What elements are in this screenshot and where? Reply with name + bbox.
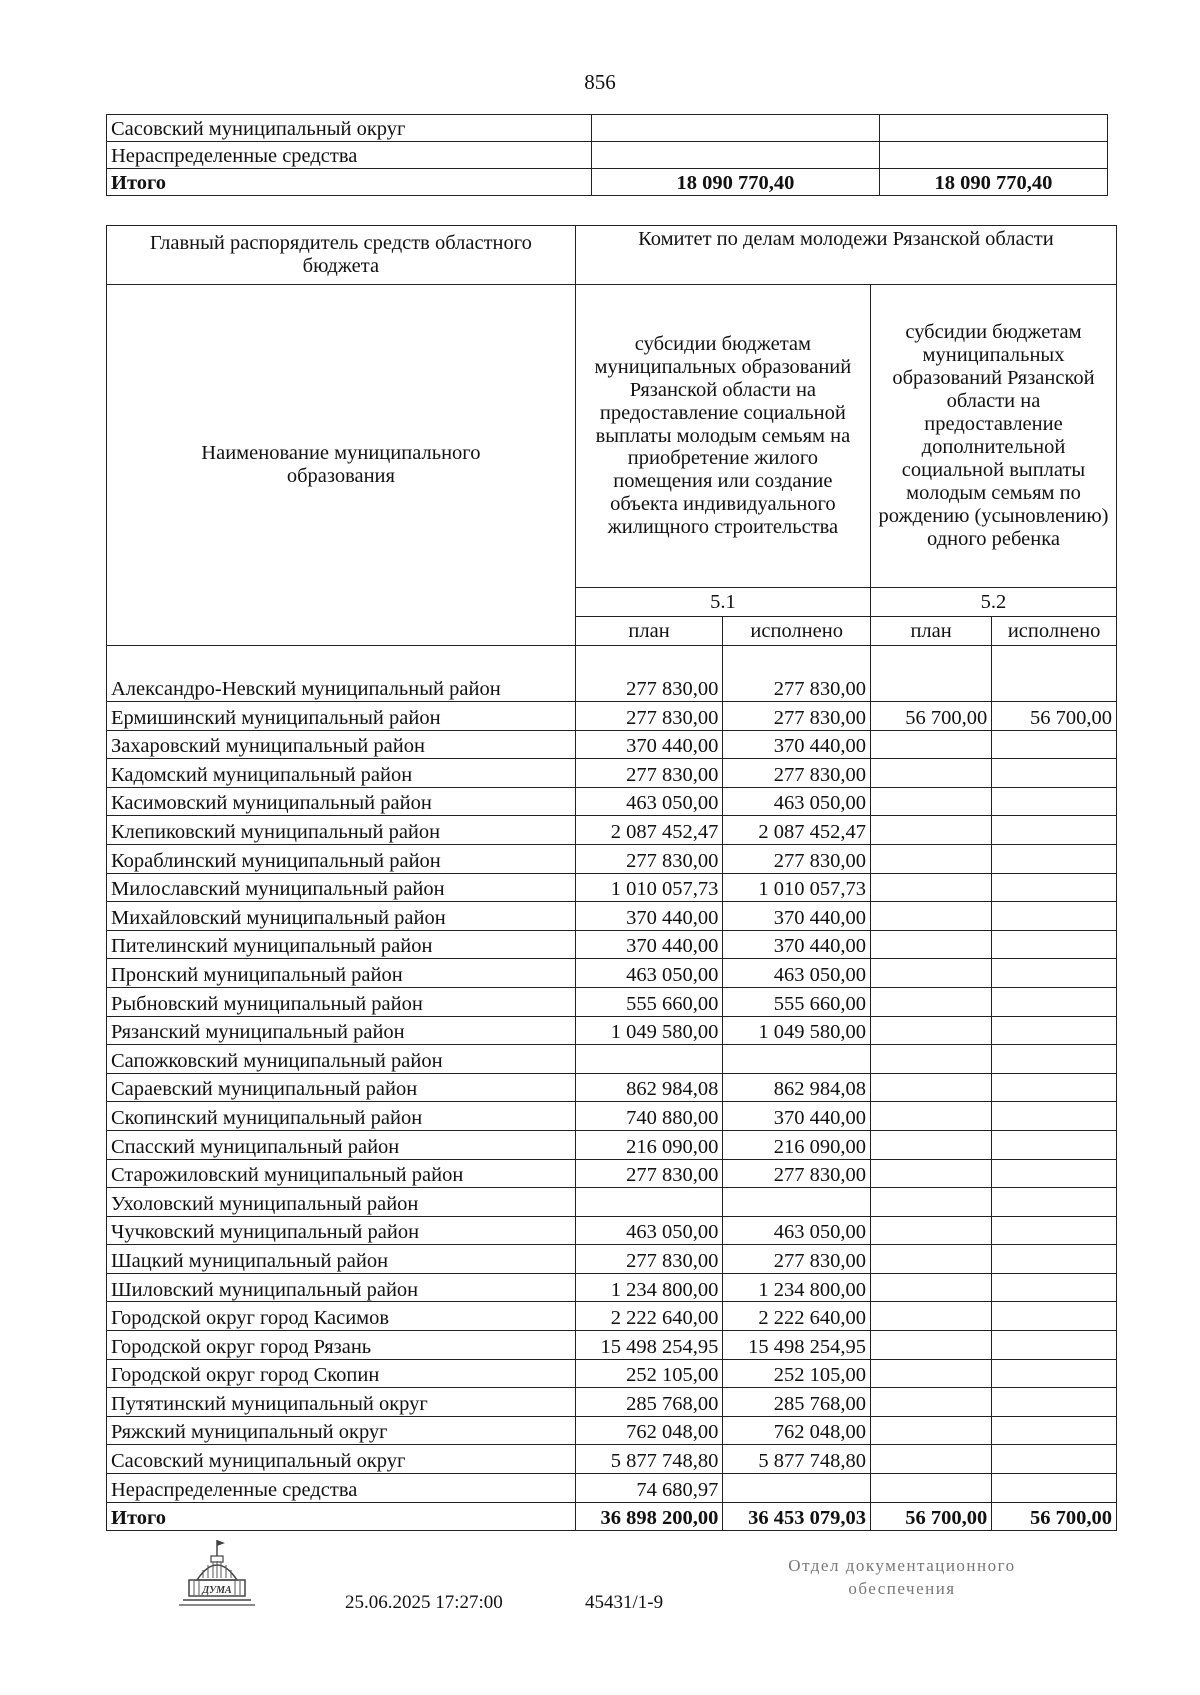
plan-5-1: 463 050,00 [575, 1216, 723, 1245]
done-5-1: 277 830,00 [723, 759, 871, 788]
table-row [107, 787, 1117, 816]
row-name: Кораблинский муниципальный район [107, 844, 576, 873]
done-5-2 [992, 1073, 1117, 1102]
done-5-2 [992, 759, 1117, 788]
table-row [107, 1216, 1117, 1245]
plan-header: план [870, 617, 991, 646]
done-5-2 [992, 1045, 1117, 1074]
plan-5-1: 216 090,00 [575, 1130, 723, 1159]
header-row-distributor [107, 226, 1117, 285]
table-row [107, 1359, 1117, 1388]
done-5-1: 1 049 580,00 [723, 1016, 871, 1045]
done-5-2 [992, 1302, 1117, 1331]
plan-5-2 [870, 1216, 991, 1245]
table-row [107, 759, 1117, 788]
done-5-2 [992, 844, 1117, 873]
plan-5-1: 5 877 748,80 [575, 1445, 723, 1474]
plan-5-2 [870, 1273, 991, 1302]
done-header: исполнено [723, 617, 871, 646]
plan-5-1: 1 010 057,73 [575, 873, 723, 902]
plan-5-1: 277 830,00 [575, 759, 723, 788]
row-name: Клепиковский муниципальный район [107, 816, 576, 845]
row-name: Ряжский муниципальный округ [107, 1416, 576, 1445]
plan-5-2 [870, 1416, 991, 1445]
row-name: Путятинский муниципальный округ [107, 1388, 576, 1417]
table-row [107, 1045, 1117, 1074]
plan-5-1: 15 498 254,95 [575, 1331, 723, 1360]
row-name: Михайловский муниципальный район [107, 902, 576, 931]
done-5-1: 5 877 748,80 [723, 1445, 871, 1474]
done-5-1: 2 222 640,00 [723, 1302, 871, 1331]
table-row [107, 1474, 1117, 1503]
cell-a [592, 115, 880, 142]
plan-5-1: 74 680,97 [575, 1474, 723, 1503]
plan-5-1: 277 830,00 [575, 702, 723, 731]
table-row [107, 142, 1108, 169]
main-table [106, 225, 1117, 1531]
done-5-2 [992, 987, 1117, 1016]
table-row [107, 1073, 1117, 1102]
table-row [107, 987, 1117, 1016]
plan-5-2 [870, 1045, 991, 1074]
done-5-1: 216 090,00 [723, 1130, 871, 1159]
plan-5-1: 740 880,00 [575, 1102, 723, 1131]
table-row [107, 1445, 1117, 1474]
done-header: исполнено [992, 617, 1117, 646]
total-b: 18 090 770,40 [879, 169, 1107, 196]
plan-5-1: 370 440,00 [575, 730, 723, 759]
plan-5-2 [870, 1073, 991, 1102]
name-column-header: Наименование муниципального образования [107, 285, 576, 646]
duma-building-icon [177, 1538, 259, 1610]
done-5-2 [992, 1016, 1117, 1045]
row-name: Шацкий муниципальный район [107, 1245, 576, 1274]
row-name: Городской округ город Касимов [107, 1302, 576, 1331]
done-5-2 [992, 873, 1117, 902]
done-5-1: 277 830,00 [723, 1245, 871, 1274]
plan-5-2 [870, 759, 991, 788]
done-5-2 [992, 1388, 1117, 1417]
done-5-1: 370 440,00 [723, 730, 871, 759]
row-name: Городской округ город Рязань [107, 1331, 576, 1360]
done-5-2: 56 700,00 [992, 702, 1117, 731]
plan-5-1: 277 830,00 [575, 1245, 723, 1274]
done-5-2 [992, 1188, 1117, 1217]
plan-header: план [575, 617, 723, 646]
total-plan-5-2: 56 700,00 [870, 1502, 991, 1531]
logo-text: ДУМА [202, 1585, 232, 1596]
row-name: Рыбновский муниципальный район [107, 987, 576, 1016]
top-table [106, 114, 1108, 196]
document-datetime: 25.06.2025 17:27:00 [345, 1592, 503, 1613]
plan-5-2 [870, 1102, 991, 1131]
done-5-1: 370 440,00 [723, 930, 871, 959]
table-row [107, 1245, 1117, 1274]
plan-5-1: 277 830,00 [575, 844, 723, 873]
table-row [107, 1016, 1117, 1045]
plan-5-2 [870, 902, 991, 931]
total-row [107, 1502, 1117, 1531]
plan-5-1: 370 440,00 [575, 930, 723, 959]
plan-5-1: 277 830,00 [575, 1159, 723, 1188]
row-name: Сараевский муниципальный район [107, 1073, 576, 1102]
stamp-line-1: Отдел документационного [788, 1556, 1016, 1575]
row-name: Чучковский муниципальный район [107, 1216, 576, 1245]
plan-5-1: 463 050,00 [575, 959, 723, 988]
done-5-2 [992, 1445, 1117, 1474]
done-5-2 [992, 730, 1117, 759]
done-5-2 [992, 1159, 1117, 1188]
col-5-2-description: субсидии бюджетам муниципальных образований Рязанской области на предоставление дополнительной социальной выплаты молодым семьям по рождению (усыновлению) одного ребенка [870, 285, 1116, 588]
distributor-label: Главный распорядитель средств областного бюджета [107, 226, 576, 285]
table-row [107, 844, 1117, 873]
plan-5-2 [870, 844, 991, 873]
distributor-value: Комитет по делам молодежи Рязанской области [575, 226, 1116, 285]
plan-5-2 [870, 1331, 991, 1360]
plan-5-1: 862 984,08 [575, 1073, 723, 1102]
header-row-descriptions [107, 285, 1117, 588]
plan-5-2 [870, 1245, 991, 1274]
done-5-2 [992, 930, 1117, 959]
row-name: Пителинский муниципальный район [107, 930, 576, 959]
table-row [107, 1388, 1117, 1417]
plan-5-1: 252 105,00 [575, 1359, 723, 1388]
done-5-2 [992, 787, 1117, 816]
row-name: Спасский муниципальный район [107, 1130, 576, 1159]
done-5-2 [992, 1273, 1117, 1302]
plan-5-2 [870, 787, 991, 816]
row-name: Нераспределенные средства [107, 1474, 576, 1503]
done-5-1: 1 010 057,73 [723, 873, 871, 902]
row-name: Пронский муниципальный район [107, 959, 576, 988]
table-row [107, 1331, 1117, 1360]
done-5-2 [992, 1474, 1117, 1503]
done-5-2 [992, 1359, 1117, 1388]
done-5-1 [723, 1045, 871, 1074]
plan-5-2 [870, 1445, 991, 1474]
table-row [107, 646, 1117, 702]
col-5-1-description: субсидии бюджетам муниципальных образований Рязанской области на предоставление социальной выплаты молодым семьям на приобретение жилого помещения или создание объекта индивидуального жилищного строительства [575, 285, 870, 588]
plan-5-2 [870, 1474, 991, 1503]
done-5-1: 862 984,08 [723, 1073, 871, 1102]
total-row [107, 169, 1108, 196]
table-row [107, 816, 1117, 845]
plan-5-1: 1 234 800,00 [575, 1273, 723, 1302]
plan-5-2 [870, 816, 991, 845]
plan-5-2 [870, 873, 991, 902]
table-row [107, 902, 1117, 931]
done-5-2 [992, 1102, 1117, 1131]
total-label: Итого [107, 169, 592, 196]
done-5-1 [723, 1474, 871, 1503]
cell-b [879, 142, 1107, 169]
done-5-2 [992, 902, 1117, 931]
done-5-1: 463 050,00 [723, 959, 871, 988]
plan-5-1: 463 050,00 [575, 787, 723, 816]
done-5-2 [992, 816, 1117, 845]
done-5-2 [992, 1331, 1117, 1360]
done-5-1: 15 498 254,95 [723, 1331, 871, 1360]
table-row [107, 1102, 1117, 1131]
row-name: Касимовский муниципальный район [107, 787, 576, 816]
plan-5-2 [870, 1359, 991, 1388]
total-done-5-1: 36 453 079,03 [723, 1502, 871, 1531]
table-row [107, 1416, 1117, 1445]
done-5-1: 463 050,00 [723, 787, 871, 816]
done-5-1: 555 660,00 [723, 987, 871, 1016]
plan-5-2 [870, 1188, 991, 1217]
plan-5-1: 370 440,00 [575, 902, 723, 931]
row-name: Сапожковский муниципальный район [107, 1045, 576, 1074]
done-5-2 [992, 1216, 1117, 1245]
table-row [107, 1273, 1117, 1302]
total-label: Итого [107, 1502, 576, 1531]
total-done-5-2: 56 700,00 [992, 1502, 1117, 1531]
row-name: Кадомский муниципальный район [107, 759, 576, 788]
page-number: 856 [584, 70, 616, 94]
row-name: Александро-Невский муниципальный район [107, 646, 576, 702]
done-5-1 [723, 1188, 871, 1217]
row-name: Нераспределенные средства [107, 142, 592, 169]
done-5-2 [992, 959, 1117, 988]
total-a: 18 090 770,40 [592, 169, 880, 196]
done-5-1: 277 830,00 [723, 702, 871, 731]
table-body [107, 646, 1117, 1503]
table-row [107, 1159, 1117, 1188]
plan-5-2: 56 700,00 [870, 702, 991, 731]
done-5-1: 762 048,00 [723, 1416, 871, 1445]
plan-5-1: 762 048,00 [575, 1416, 723, 1445]
row-name: Ермишинский муниципальный район [107, 702, 576, 731]
row-name: Сасовский муниципальный округ [107, 115, 592, 142]
done-5-1: 463 050,00 [723, 1216, 871, 1245]
plan-5-2 [870, 1302, 991, 1331]
plan-5-2 [870, 730, 991, 759]
col-5-1-code: 5.1 [575, 588, 870, 617]
plan-5-1: 2 087 452,47 [575, 816, 723, 845]
done-5-1: 285 768,00 [723, 1388, 871, 1417]
table-row [107, 1302, 1117, 1331]
col-5-2-code: 5.2 [870, 588, 1116, 617]
total-plan-5-1: 36 898 200,00 [575, 1502, 723, 1531]
plan-5-2 [870, 1159, 991, 1188]
table-row [107, 930, 1117, 959]
table-row [107, 959, 1117, 988]
done-5-1: 252 105,00 [723, 1359, 871, 1388]
plan-5-2 [870, 646, 991, 702]
row-name: Рязанский муниципальный район [107, 1016, 576, 1045]
done-5-1: 277 830,00 [723, 646, 871, 702]
done-5-1: 370 440,00 [723, 1102, 871, 1131]
cell-b [879, 115, 1107, 142]
plan-5-2 [870, 1130, 991, 1159]
plan-5-2 [870, 1388, 991, 1417]
row-name: Сасовский муниципальный округ [107, 1445, 576, 1474]
plan-5-1 [575, 1045, 723, 1074]
done-5-2 [992, 1245, 1117, 1274]
row-name: Старожиловский муниципальный район [107, 1159, 576, 1188]
row-name: Городской округ город Скопин [107, 1359, 576, 1388]
done-5-2 [992, 1416, 1117, 1445]
table-row [107, 115, 1108, 142]
plan-5-2 [870, 1016, 991, 1045]
row-name: Скопинский муниципальный район [107, 1102, 576, 1131]
plan-5-1: 1 049 580,00 [575, 1016, 723, 1045]
table-row [107, 730, 1117, 759]
done-5-1: 370 440,00 [723, 902, 871, 931]
row-name: Ухоловский муниципальный район [107, 1188, 576, 1217]
table-row [107, 1130, 1117, 1159]
plan-5-1: 555 660,00 [575, 987, 723, 1016]
row-name: Шиловский муниципальный район [107, 1273, 576, 1302]
done-5-1: 2 087 452,47 [723, 816, 871, 845]
plan-5-1: 285 768,00 [575, 1388, 723, 1417]
department-stamp [762, 1555, 1042, 1601]
plan-5-2 [870, 959, 991, 988]
table-row [107, 702, 1117, 731]
table-row [107, 1188, 1117, 1217]
row-name: Захаровский муниципальный район [107, 730, 576, 759]
done-5-1: 277 830,00 [723, 1159, 871, 1188]
plan-5-2 [870, 930, 991, 959]
plan-5-2 [870, 987, 991, 1016]
stamp-line-2: обеспечения [848, 1578, 956, 1598]
done-5-1: 1 234 800,00 [723, 1273, 871, 1302]
table-row [107, 873, 1117, 902]
plan-5-1: 277 830,00 [575, 646, 723, 702]
done-5-2 [992, 646, 1117, 702]
document-number: 45431/1-9 [585, 1592, 664, 1613]
row-name: Милославский муниципальный район [107, 873, 576, 902]
done-5-2 [992, 1130, 1117, 1159]
plan-5-1 [575, 1188, 723, 1217]
done-5-1: 277 830,00 [723, 844, 871, 873]
plan-5-1: 2 222 640,00 [575, 1302, 723, 1331]
cell-a [592, 142, 880, 169]
